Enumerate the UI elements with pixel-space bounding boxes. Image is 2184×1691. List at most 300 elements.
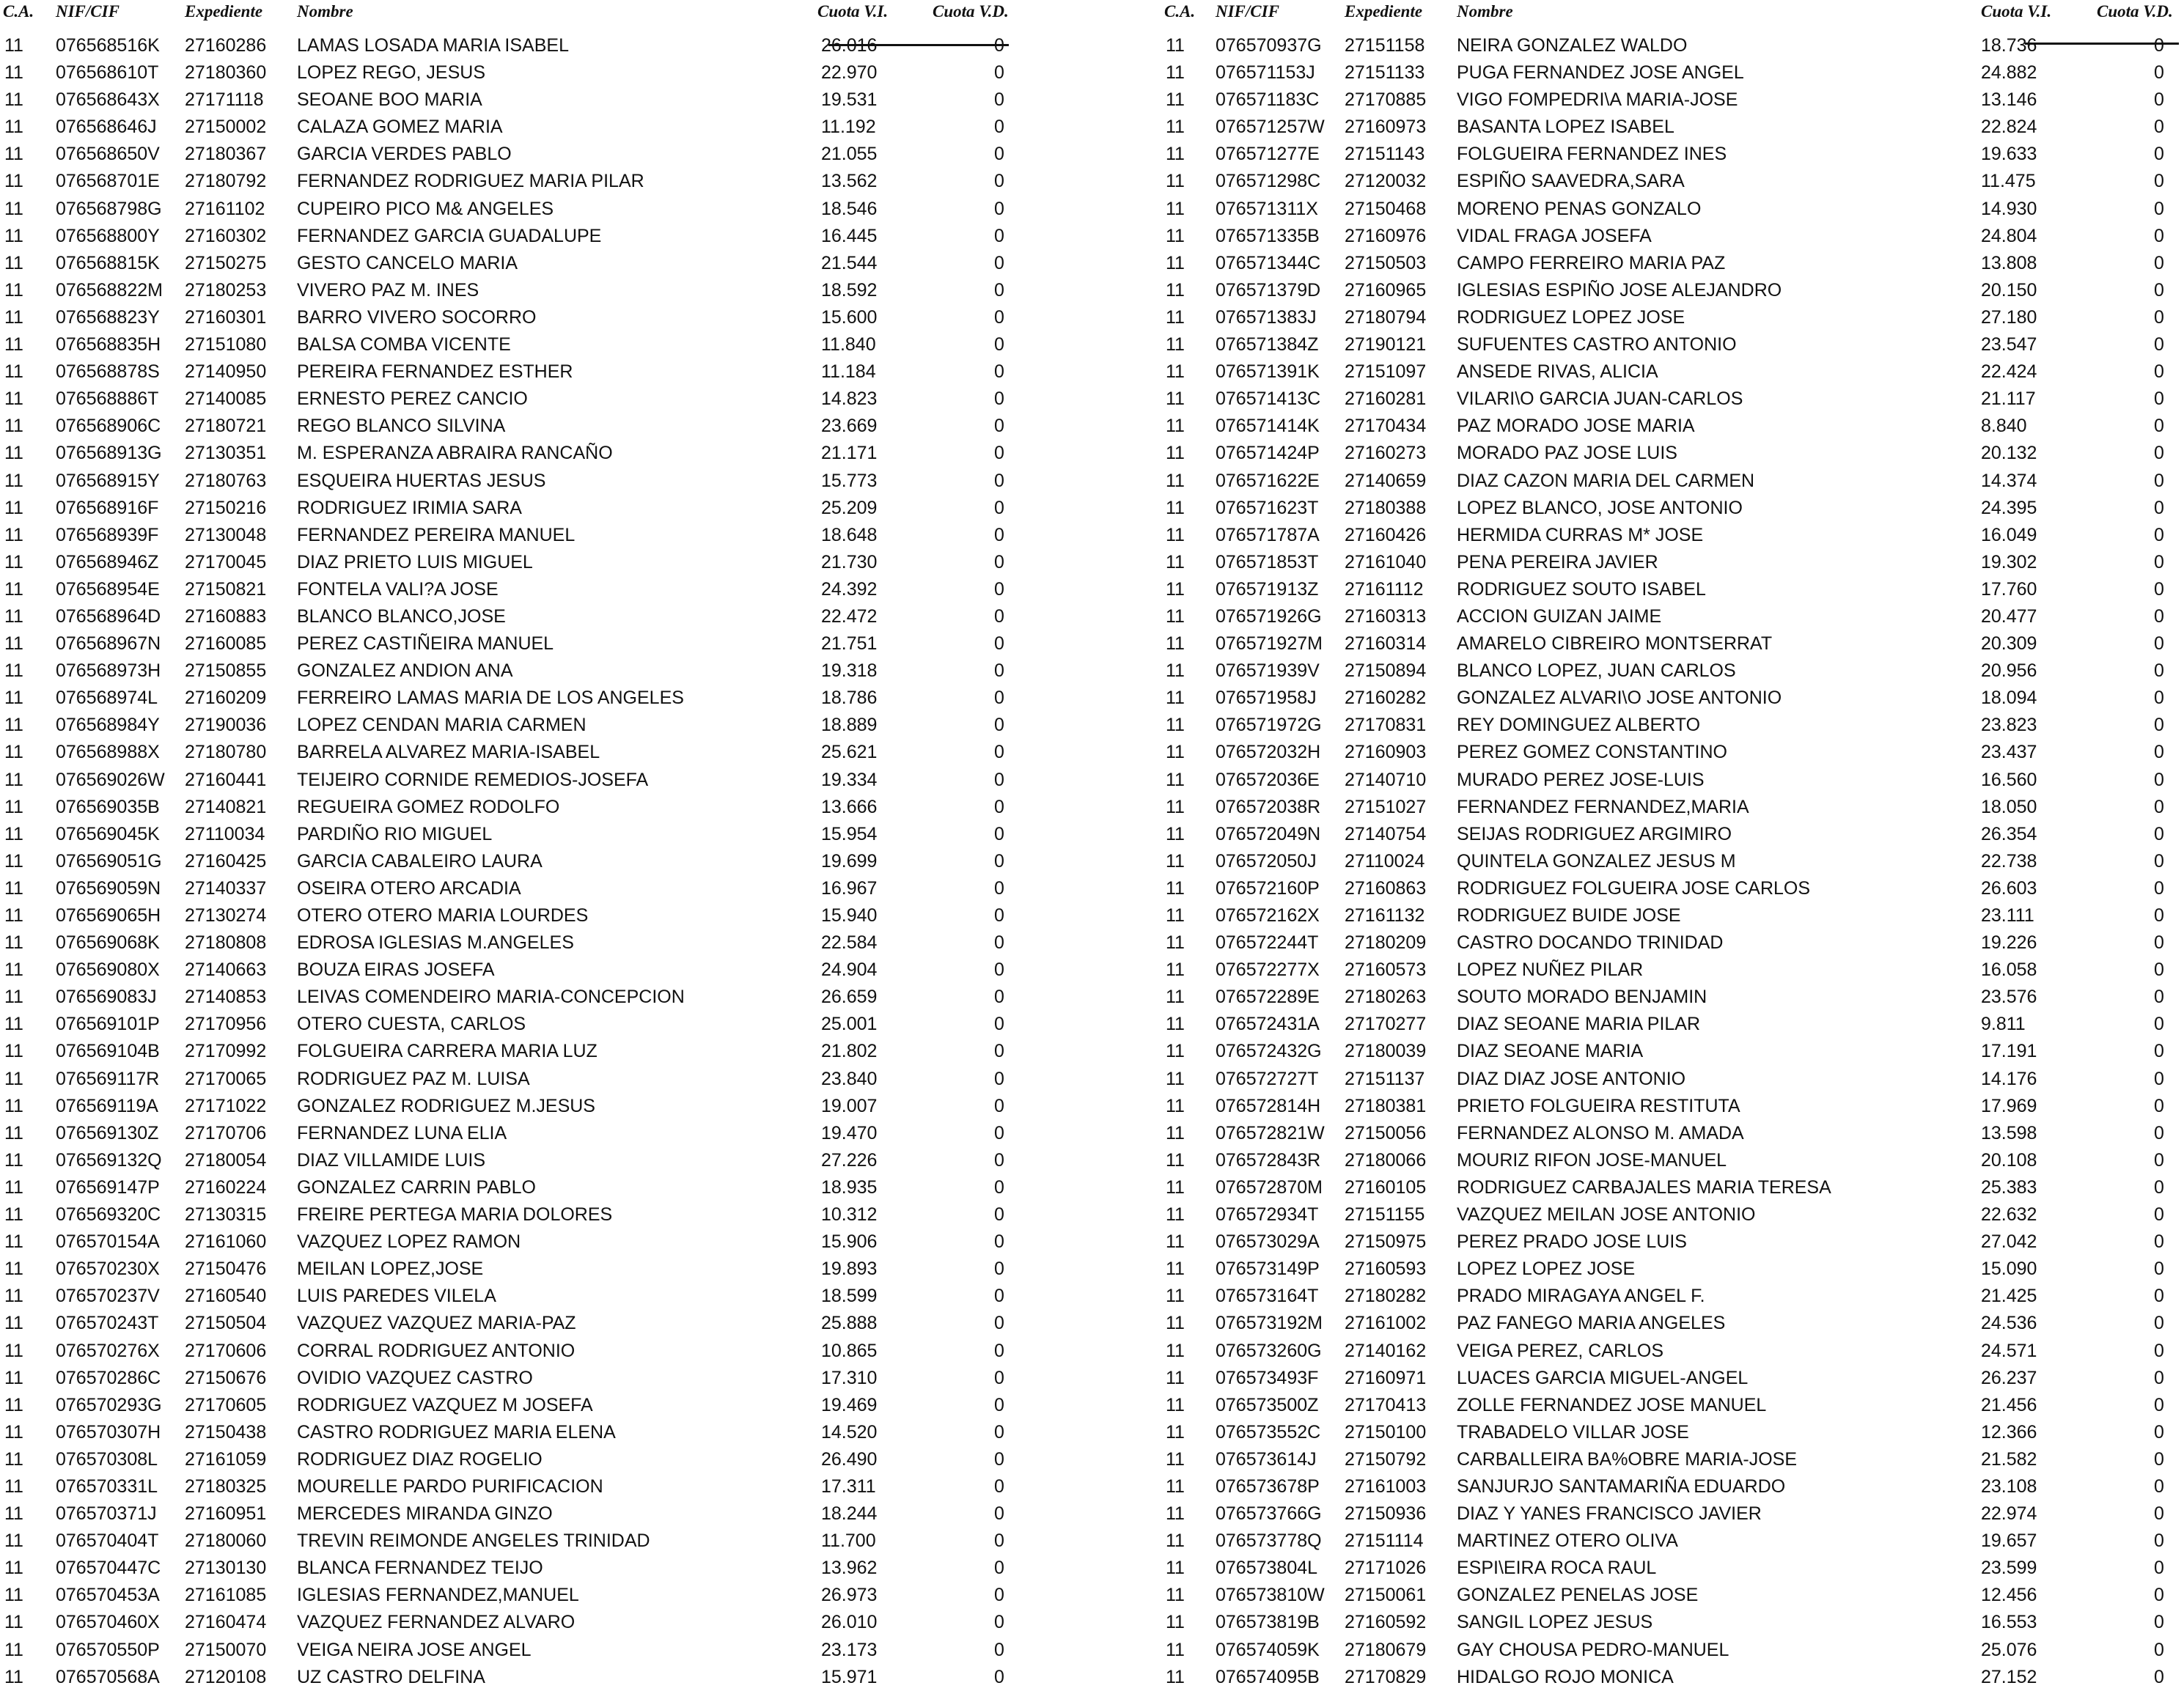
- cell-ca: 11: [1166, 796, 1185, 817]
- cell-ca: 11: [1166, 252, 1185, 273]
- cell-ca: 11: [4, 1041, 23, 1062]
- table-row: [1160, 657, 2184, 685]
- cell-ca: 11: [1166, 660, 1185, 682]
- cell-nombre: CAMPO FERREIRO MARIA PAZ: [1457, 252, 1726, 273]
- cell-expediente: 27190121: [1345, 334, 1427, 355]
- cell-cuota-vi: 22.424: [1981, 361, 2037, 383]
- cell-nif: 076571414K: [1216, 416, 1320, 437]
- cell-ca: 11: [4, 1122, 23, 1143]
- cell-nif: 076569059N: [56, 877, 161, 899]
- cell-nif: 076572289E: [1216, 987, 1320, 1008]
- table-row: [1160, 59, 2184, 86]
- table-body: [1160, 32, 2184, 1691]
- cell-nombre: LEIVAS COMENDEIRO MARIA-CONCEPCION: [297, 987, 685, 1008]
- header-ca: C.A.: [1164, 2, 1196, 21]
- cell-nif: 076569080X: [56, 959, 160, 981]
- cell-nombre: HIDALGO ROJO MONICA: [1457, 1666, 1674, 1687]
- cell-cuota-vd: 0: [994, 715, 1004, 736]
- cell-cuota-vi: 26.354: [1981, 823, 2037, 844]
- cell-expediente: 27180060: [185, 1530, 267, 1552]
- cell-expediente: 27171118: [185, 89, 264, 111]
- cell-cuota-vd: 0: [994, 823, 1004, 844]
- cell-ca: 11: [4, 850, 23, 872]
- cell-ca: 11: [1166, 1558, 1185, 1579]
- cell-nombre: MEILAN LOPEZ,JOSE: [297, 1259, 484, 1280]
- cell-expediente: 27151155: [1345, 1204, 1425, 1226]
- table-row: [0, 576, 1026, 603]
- cell-nif: 076571413C: [1216, 388, 1321, 410]
- cell-nif: 076568984Y: [56, 715, 160, 736]
- cell-cuota-vi: 26.659: [821, 987, 878, 1008]
- cell-cuota-vi: 21.582: [1981, 1448, 2037, 1470]
- cell-cuota-vi: 18.546: [821, 198, 878, 219]
- header-expediente: Expediente: [185, 2, 263, 21]
- table-row: [0, 1338, 1026, 1365]
- cell-cuota-vi: 14.520: [821, 1421, 878, 1443]
- table-row: [0, 114, 1026, 141]
- cell-cuota-vd: 0: [2154, 660, 2164, 682]
- cell-nombre: FERNANDEZ PEREIRA MANUEL: [297, 524, 576, 545]
- cell-ca: 11: [4, 1176, 23, 1198]
- cell-ca: 11: [1166, 1149, 1185, 1171]
- cell-nif: 076568964D: [56, 605, 161, 627]
- cell-nombre: BASANTA LOPEZ ISABEL: [1457, 117, 1674, 138]
- cell-nif: 076572870M: [1216, 1176, 1323, 1198]
- table-row: [1160, 1201, 2184, 1228]
- table-row: [0, 59, 1026, 86]
- cell-nif: 076572160P: [1216, 877, 1320, 899]
- cell-cuota-vd: 0: [994, 416, 1004, 437]
- cell-expediente: 27160971: [1345, 1367, 1427, 1388]
- cell-nombre: MERCEDES MIRANDA GINZO: [297, 1503, 553, 1525]
- cell-nombre: LUIS PAREDES VILELA: [297, 1286, 496, 1307]
- cell-nif: 076568798G: [56, 198, 162, 219]
- cell-nombre: FERNANDEZ FERNANDEZ,MARIA: [1457, 796, 1749, 817]
- table-row: [1160, 1500, 2184, 1528]
- cell-ca: 11: [4, 225, 23, 246]
- cell-cuota-vd: 0: [994, 1340, 1004, 1361]
- cell-nif: 076572821W: [1216, 1122, 1325, 1143]
- cell-ca: 11: [4, 1313, 23, 1334]
- cell-cuota-vd: 0: [994, 850, 1004, 872]
- cell-cuota-vd: 0: [2154, 1666, 2164, 1687]
- table-row: [1160, 196, 2184, 223]
- cell-nif: 076572727T: [1216, 1068, 1319, 1089]
- cell-ca: 11: [4, 987, 23, 1008]
- cell-nombre: SUFUENTES CASTRO ANTONIO: [1457, 334, 1737, 355]
- table-row: [1160, 603, 2184, 630]
- cell-cuota-vd: 0: [994, 1068, 1004, 1089]
- cell-nif: 076570550P: [56, 1639, 160, 1660]
- cell-nif: 076573614J: [1216, 1448, 1317, 1470]
- cell-nif: 076571927M: [1216, 633, 1323, 655]
- cell-cuota-vi: 23.108: [1981, 1476, 2037, 1497]
- cell-nif: 076568878S: [56, 361, 160, 383]
- cell-cuota-vi: 19.531: [821, 89, 878, 111]
- cell-cuota-vi: 22.584: [821, 932, 878, 954]
- cell-nif: 076572277X: [1216, 959, 1320, 981]
- table-row: [1160, 685, 2184, 712]
- table-row: [1160, 331, 2184, 358]
- table-row: [0, 223, 1026, 250]
- cell-ca: 11: [1166, 1666, 1185, 1687]
- cell-cuota-vd: 0: [2154, 171, 2164, 192]
- cell-nombre: CASTRO RODRIGUEZ MARIA ELENA: [297, 1421, 616, 1443]
- cell-cuota-vi: 14.374: [1981, 470, 2037, 491]
- cell-nombre: ESPIÑO SAAVEDRA,SARA: [1457, 171, 1685, 192]
- cell-nif: 076573260G: [1216, 1340, 1322, 1361]
- cell-ca: 11: [4, 443, 23, 464]
- cell-nombre: LOPEZ LOPEZ JOSE: [1457, 1259, 1636, 1280]
- cell-ca: 11: [1166, 769, 1185, 790]
- cell-cuota-vi: 18.599: [821, 1286, 878, 1307]
- cell-nombre: GONZALEZ RODRIGUEZ M.JESUS: [297, 1095, 595, 1116]
- table-row: [1160, 1365, 2184, 1392]
- table-row: [1160, 984, 2184, 1011]
- table-row: [0, 1555, 1026, 1582]
- table-row: [1160, 1555, 2184, 1582]
- table-row: [0, 1528, 1026, 1555]
- cell-cuota-vd: 0: [994, 959, 1004, 981]
- cell-nif: 076568650V: [56, 144, 160, 165]
- cell-cuota-vi: 23.823: [1981, 715, 2037, 736]
- cell-cuota-vd: 0: [2154, 633, 2164, 655]
- cell-nif: 076569068K: [56, 932, 160, 954]
- table-row: [1160, 794, 2184, 821]
- cell-nombre: BLANCO LOPEZ, JUAN CARLOS: [1457, 660, 1736, 682]
- cell-cuota-vi: 19.699: [821, 850, 878, 872]
- cell-expediente: 27130315: [185, 1204, 267, 1226]
- cell-cuota-vd: 0: [994, 470, 1004, 491]
- cell-cuota-vi: 16.560: [1981, 769, 2037, 790]
- cell-nombre: VIGO FOMPEDRI\A MARIA-JOSE: [1457, 89, 1738, 111]
- table-row: [1160, 1446, 2184, 1473]
- cell-ca: 11: [4, 198, 23, 219]
- cell-expediente: 27150504: [185, 1313, 267, 1334]
- cell-nombre: PAZ FANEGO MARIA ANGELES: [1457, 1313, 1726, 1334]
- table-row: [0, 1174, 1026, 1201]
- cell-cuota-vi: 16.445: [821, 225, 878, 246]
- table-row: [1160, 1256, 2184, 1283]
- cell-ca: 11: [4, 89, 23, 111]
- cell-nombre: FREIRE PERTEGA MARIA DOLORES: [297, 1204, 613, 1226]
- table-row: [1160, 957, 2184, 984]
- cell-nombre: SEIJAS RODRIGUEZ ARGIMIRO: [1457, 823, 1732, 844]
- table-row: [0, 196, 1026, 223]
- table-row: [1160, 440, 2184, 467]
- cell-nombre: SANJURJO SANTAMARIÑA EDUARDO: [1457, 1476, 1786, 1497]
- cell-nombre: RODRIGUEZ LOPEZ JOSE: [1457, 306, 1685, 328]
- cell-expediente: 27160592: [1345, 1612, 1427, 1633]
- cell-expediente: 27170831: [1345, 715, 1427, 736]
- cell-cuota-vi: 18.050: [1981, 796, 2037, 817]
- cell-nif: 076573552C: [1216, 1421, 1321, 1443]
- table-row: [1160, 1066, 2184, 1093]
- cell-cuota-vi: 22.974: [1981, 1503, 2037, 1525]
- cell-ca: 11: [4, 1666, 23, 1687]
- cell-expediente: 27171022: [185, 1095, 267, 1116]
- table-row: [1160, 114, 2184, 141]
- cell-ca: 11: [4, 388, 23, 410]
- cell-ca: 11: [4, 796, 23, 817]
- cell-cuota-vd: 0: [994, 1448, 1004, 1470]
- cell-expediente: 27110034: [185, 823, 265, 844]
- cell-nif: 076569035B: [56, 796, 160, 817]
- cell-expediente: 27180282: [1345, 1286, 1427, 1307]
- cell-nif: 076568915Y: [56, 470, 160, 491]
- cell-nombre: VAZQUEZ FERNANDEZ ALVARO: [297, 1612, 576, 1633]
- cell-nombre: SANGIL LOPEZ JESUS: [1457, 1612, 1653, 1633]
- cell-nombre: GESTO CANCELO MARIA: [297, 252, 518, 273]
- cell-expediente: 27160863: [1345, 877, 1427, 899]
- cell-nif: 076573678P: [1216, 1476, 1320, 1497]
- cell-cuota-vd: 0: [994, 688, 1004, 709]
- cell-nif: 076571853T: [1216, 551, 1319, 572]
- cell-cuota-vd: 0: [994, 1530, 1004, 1552]
- cell-expediente: 27150070: [185, 1639, 267, 1660]
- cell-expediente: 27180325: [185, 1476, 267, 1497]
- cell-nombre: AMARELO CIBREIRO MONTSERRAT: [1457, 633, 1773, 655]
- cell-nif: 076571424P: [1216, 443, 1320, 464]
- cell-cuota-vd: 0: [2154, 1639, 2164, 1660]
- cell-cuota-vd: 0: [994, 1313, 1004, 1334]
- cell-nombre: MOURIZ RIFON JOSE-MANUEL: [1457, 1149, 1727, 1171]
- cell-cuota-vi: 24.536: [1981, 1313, 2037, 1334]
- cell-expediente: 27151143: [1345, 144, 1425, 165]
- cell-cuota-vd: 0: [994, 443, 1004, 464]
- cell-ca: 11: [1166, 1612, 1185, 1633]
- cell-nombre: BLANCO BLANCO,JOSE: [297, 605, 506, 627]
- cell-ca: 11: [1166, 117, 1185, 138]
- cell-nombre: FERNANDEZ ALONSO M. AMADA: [1457, 1122, 1744, 1143]
- cell-cuota-vi: 22.970: [821, 62, 878, 84]
- cell-expediente: 27180054: [185, 1149, 267, 1171]
- cell-nombre: GAY CHOUSA PEDRO-MANUEL: [1457, 1639, 1729, 1660]
- cell-cuota-vd: 0: [994, 497, 1004, 518]
- cell-nombre: PEREIRA FERNANDEZ ESTHER: [297, 361, 573, 383]
- table-row: [1160, 712, 2184, 739]
- cell-cuota-vd: 0: [994, 796, 1004, 817]
- cell-ca: 11: [4, 1367, 23, 1388]
- cell-nombre: PEREZ CASTIÑEIRA MANUEL: [297, 633, 554, 655]
- cell-nif: 076571277E: [1216, 144, 1320, 165]
- cell-nif: 076571972G: [1216, 715, 1322, 736]
- cell-cuota-vi: 27.152: [1981, 1666, 2037, 1687]
- cell-ca: 11: [1166, 35, 1185, 56]
- cell-nombre: BOUZA EIRAS JOSEFA: [297, 959, 495, 981]
- cell-cuota-vi: 18.592: [821, 279, 878, 301]
- cell-cuota-vd: 0: [994, 35, 1004, 56]
- cell-cuota-vd: 0: [2154, 1503, 2164, 1525]
- cell-nombre: FONTELA VALI?A JOSE: [297, 578, 499, 600]
- cell-ca: 11: [1166, 742, 1185, 763]
- cell-nombre: ANSEDE RIVAS, ALICIA: [1457, 361, 1658, 383]
- cell-ca: 11: [4, 1259, 23, 1280]
- cell-nombre: RODRIGUEZ VAZQUEZ M JOSEFA: [297, 1394, 593, 1415]
- cell-nif: 076573778Q: [1216, 1530, 1322, 1552]
- cell-nif: 076571391K: [1216, 361, 1320, 383]
- cell-expediente: 27180794: [1345, 306, 1427, 328]
- cell-expediente: 27170829: [1345, 1666, 1427, 1687]
- cell-nif: 076572934T: [1216, 1204, 1319, 1226]
- cell-expediente: 27140821: [185, 796, 267, 817]
- cell-expediente: 27180253: [185, 279, 267, 301]
- table-row: [0, 712, 1026, 739]
- table-body: [0, 32, 1026, 1691]
- cell-ca: 11: [1166, 633, 1185, 655]
- cell-nombre: LAMAS LOSADA MARIA ISABEL: [297, 35, 569, 56]
- table-row: [1160, 1392, 2184, 1419]
- cell-ca: 11: [4, 551, 23, 572]
- cell-cuota-vi: 23.173: [821, 1639, 878, 1660]
- cell-nif: 076573810W: [1216, 1585, 1325, 1606]
- cell-ca: 11: [4, 1530, 23, 1552]
- cell-cuota-vd: 0: [2154, 987, 2164, 1008]
- cell-cuota-vi: 21.751: [821, 633, 878, 655]
- cell-cuota-vi: 15.971: [821, 1666, 878, 1687]
- cell-ca: 11: [1166, 1448, 1185, 1470]
- cell-nombre: LOPEZ REGO, JESUS: [297, 62, 486, 84]
- table-row: [1160, 1664, 2184, 1691]
- cell-ca: 11: [1166, 1259, 1185, 1280]
- cell-cuota-vi: 8.840: [1981, 416, 2027, 437]
- cell-nif: 076569051G: [56, 850, 162, 872]
- cell-expediente: 27160951: [185, 1503, 267, 1525]
- table-row: [0, 250, 1026, 277]
- table-row: [1160, 1582, 2184, 1609]
- cell-nif: 076570243T: [56, 1313, 159, 1334]
- cell-expediente: 27190036: [185, 715, 267, 736]
- table-row: [1160, 576, 2184, 603]
- cell-nif: 076568946Z: [56, 551, 159, 572]
- cell-nif: 076571335B: [1216, 225, 1320, 246]
- cell-cuota-vi: 18.736: [1981, 35, 2037, 56]
- cell-nif: 076574095B: [1216, 1666, 1320, 1687]
- cell-nif: 076569320C: [56, 1204, 161, 1226]
- cell-expediente: 27150894: [1345, 660, 1427, 682]
- cell-cuota-vd: 0: [994, 1503, 1004, 1525]
- cell-cuota-vd: 0: [2154, 35, 2164, 56]
- cell-cuota-vi: 26.490: [821, 1448, 878, 1470]
- cell-nif: 076568815K: [56, 252, 160, 273]
- cell-cuota-vd: 0: [994, 279, 1004, 301]
- cell-ca: 11: [1166, 1122, 1185, 1143]
- cell-cuota-vi: 9.811: [1981, 1014, 2026, 1035]
- cell-nombre: FOLGUEIRA CARRERA MARIA LUZ: [297, 1041, 598, 1062]
- cell-cuota-vi: 20.150: [1981, 279, 2037, 301]
- cell-nif: 076572036E: [1216, 769, 1320, 790]
- cell-nombre: DIAZ DIAZ JOSE ANTONIO: [1457, 1068, 1686, 1089]
- cell-cuota-vi: 25.076: [1981, 1639, 2037, 1660]
- table-row: [1160, 250, 2184, 277]
- table-row: [0, 984, 1026, 1011]
- header-cuota-vi: Cuota V.I.: [1981, 2, 2052, 21]
- cell-ca: 11: [4, 252, 23, 273]
- cell-cuota-vi: 13.808: [1981, 252, 2037, 273]
- cell-cuota-vi: 21.055: [821, 144, 878, 165]
- cell-expediente: 27150468: [1345, 198, 1427, 219]
- table-row: [0, 1283, 1026, 1310]
- cell-nif: 076568886T: [56, 388, 159, 410]
- table-row: [1160, 223, 2184, 250]
- cell-ca: 11: [1166, 198, 1185, 219]
- cell-expediente: 27161132: [1345, 905, 1425, 926]
- cell-ca: 11: [4, 905, 23, 926]
- cell-cuota-vi: 23.840: [821, 1068, 878, 1089]
- cell-expediente: 27151133: [1345, 62, 1425, 84]
- cell-cuota-vi: 11.475: [1981, 171, 2036, 192]
- cell-cuota-vi: 21.171: [821, 443, 878, 464]
- cell-nombre: PEREZ GOMEZ CONSTANTINO: [1457, 742, 1727, 763]
- cell-cuota-vd: 0: [994, 1204, 1004, 1226]
- table-row: [1160, 630, 2184, 657]
- cell-nombre: OVIDIO VAZQUEZ CASTRO: [297, 1367, 533, 1388]
- cell-nif: 076571623T: [1216, 497, 1319, 518]
- cell-nif: 076573766G: [1216, 1503, 1322, 1525]
- cell-cuota-vi: 18.935: [821, 1176, 878, 1198]
- cell-cuota-vd: 0: [2154, 62, 2164, 84]
- cell-ca: 11: [4, 1476, 23, 1497]
- cell-nombre: OSEIRA OTERO ARCADIA: [297, 877, 521, 899]
- cell-ca: 11: [4, 1503, 23, 1525]
- cell-nombre: OTERO CUESTA, CARLOS: [297, 1014, 526, 1035]
- cell-nombre: PUGA FERNANDEZ JOSE ANGEL: [1457, 62, 1744, 84]
- cell-cuota-vd: 0: [2154, 605, 2164, 627]
- cell-ca: 11: [1166, 1286, 1185, 1307]
- cell-cuota-vd: 0: [994, 551, 1004, 572]
- cell-expediente: 27150100: [1345, 1421, 1427, 1443]
- cell-cuota-vi: 25.001: [821, 1014, 878, 1035]
- cell-expediente: 27140950: [185, 361, 267, 383]
- cell-cuota-vi: 19.469: [821, 1394, 878, 1415]
- cell-ca: 11: [4, 524, 23, 545]
- cell-nombre: EDROSA IGLESIAS M.ANGELES: [297, 932, 574, 954]
- cell-expediente: 27150855: [185, 660, 267, 682]
- cell-nombre: DIAZ VILLAMIDE LUIS: [297, 1149, 486, 1171]
- cell-nombre: MOURELLE PARDO PURIFICACION: [297, 1476, 603, 1497]
- cell-expediente: 27160281: [1345, 388, 1427, 410]
- cell-expediente: 27160286: [185, 35, 267, 56]
- header-nombre: Nombre: [1457, 2, 1513, 21]
- cell-expediente: 27140085: [185, 388, 267, 410]
- table-row: [0, 1392, 1026, 1419]
- cell-expediente: 27160425: [185, 850, 267, 872]
- cell-expediente: 27160973: [1345, 117, 1427, 138]
- cell-cuota-vd: 0: [994, 306, 1004, 328]
- cell-nombre: DIAZ PRIETO LUIS MIGUEL: [297, 551, 533, 572]
- cell-ca: 11: [1166, 171, 1185, 192]
- cell-cuota-vi: 25.383: [1981, 1176, 2037, 1198]
- cell-cuota-vi: 17.311: [821, 1476, 876, 1497]
- cell-nif: 076568988X: [56, 742, 160, 763]
- cell-nif: 076570453A: [56, 1585, 160, 1606]
- cell-cuota-vi: 16.967: [821, 877, 878, 899]
- cell-ca: 11: [4, 578, 23, 600]
- cell-expediente: 27161002: [1345, 1313, 1427, 1334]
- cell-cuota-vd: 0: [2154, 524, 2164, 545]
- cell-cuota-vd: 0: [2154, 1612, 2164, 1633]
- cell-cuota-vi: 14.176: [1981, 1068, 2037, 1089]
- cell-cuota-vd: 0: [994, 1014, 1004, 1035]
- cell-cuota-vi: 21.544: [821, 252, 878, 273]
- table-row: [1160, 929, 2184, 957]
- table-row: [0, 1201, 1026, 1228]
- cell-nif: 076569104B: [56, 1041, 160, 1062]
- cell-cuota-vi: 21.802: [821, 1041, 878, 1062]
- cell-expediente: 27161085: [185, 1585, 267, 1606]
- cell-cuota-vi: 19.334: [821, 769, 878, 790]
- cell-ca: 11: [4, 1394, 23, 1415]
